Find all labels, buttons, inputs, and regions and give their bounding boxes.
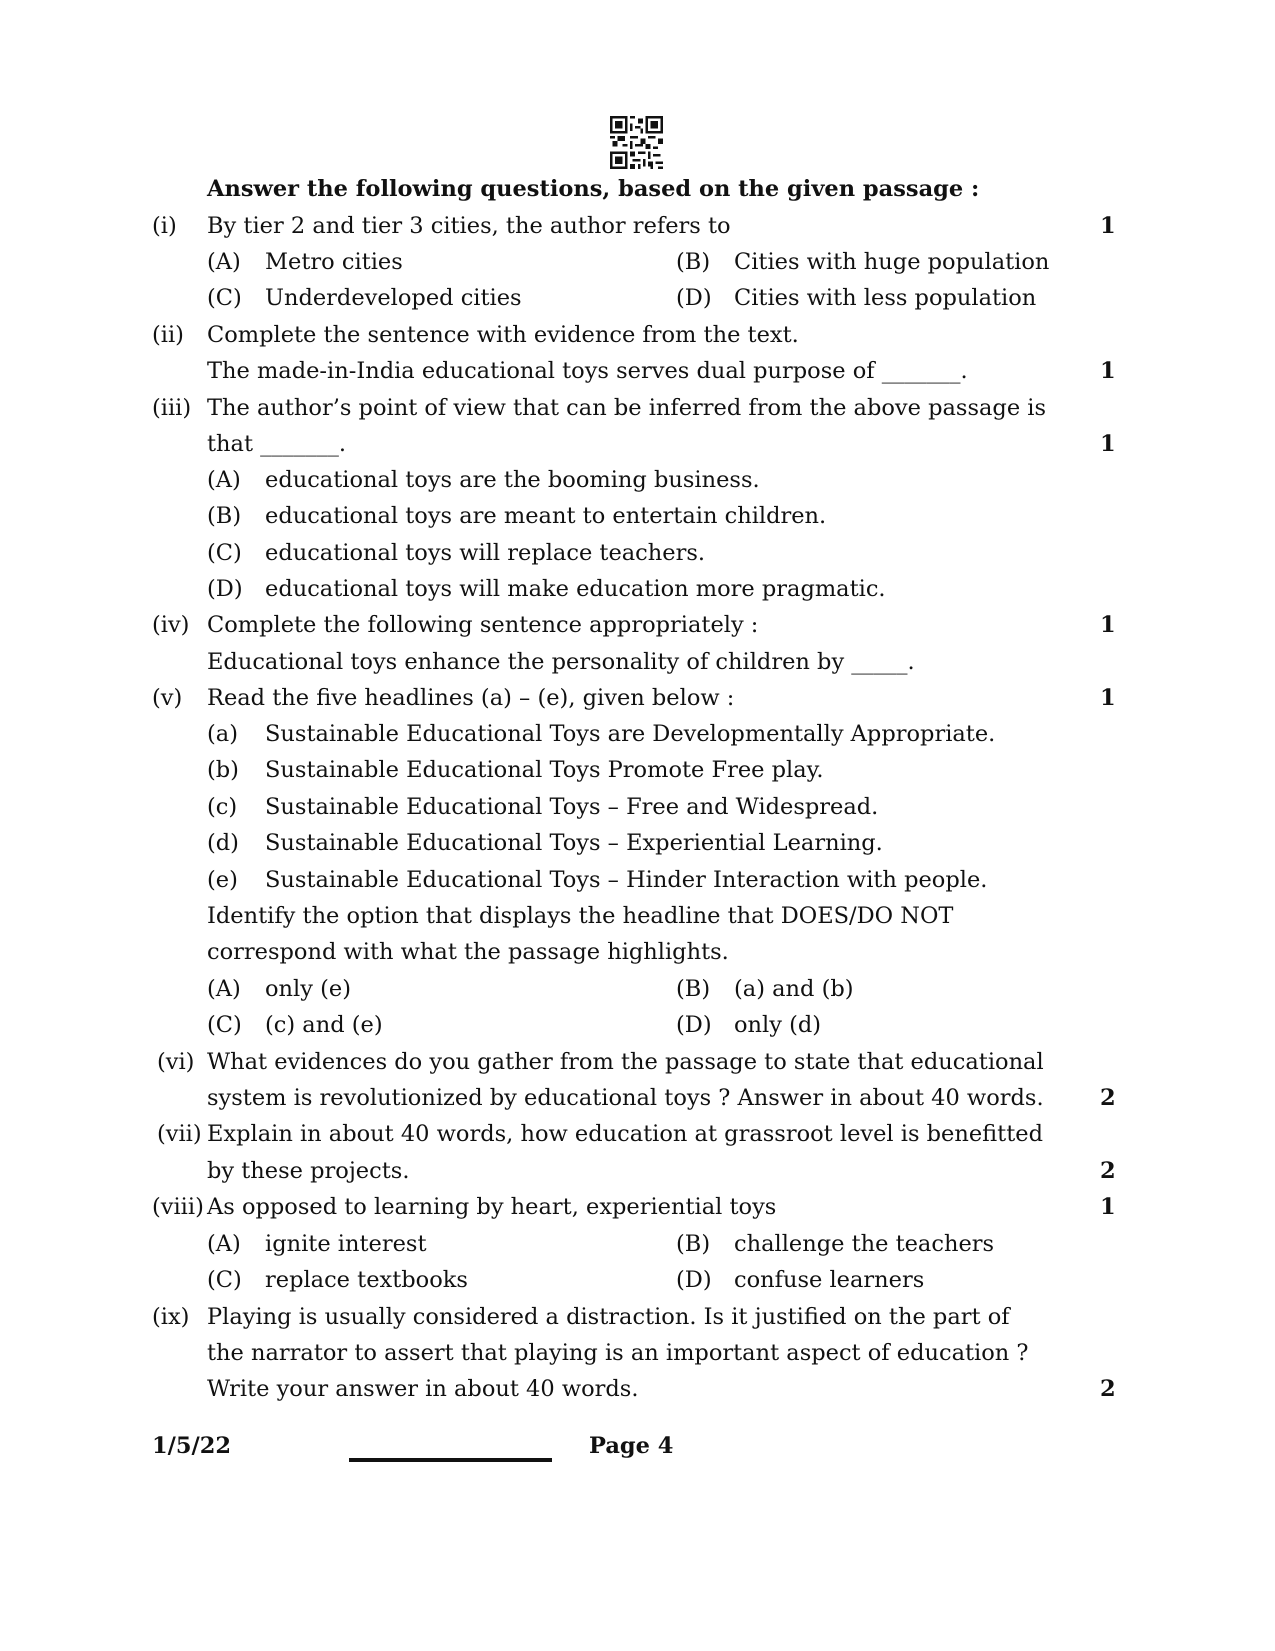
option-label: (A)	[207, 249, 241, 275]
marks: 1	[1100, 213, 1116, 239]
headline-text: Sustainable Educational Toys – Hinder Interaction with people.	[265, 867, 988, 893]
question-number: (v)	[152, 685, 183, 711]
marks: 1	[1100, 685, 1116, 711]
question-number: (ix)	[152, 1304, 190, 1330]
qr-code	[610, 116, 663, 169]
headline-label: (c)	[207, 794, 238, 820]
instruction-text: Identify the option that displays the headline that DOES/DO NOT	[207, 903, 954, 929]
question-text: The made-in-India educational toys serves dual purpose of _______.	[207, 358, 968, 384]
option-label: (C)	[207, 1267, 242, 1293]
option-text: only (d)	[734, 1012, 822, 1038]
question-text: By tier 2 and tier 3 cities, the author refers to	[207, 213, 731, 239]
headline-text: Sustainable Educational Toys Promote Free play.	[265, 757, 824, 783]
question-text: As opposed to learning by heart, experiential toys	[207, 1194, 777, 1220]
question-text: Educational toys enhance the personality of children by _____.	[207, 649, 915, 675]
option-text: educational toys are meant to entertain children.	[265, 503, 827, 529]
question-number: (vii)	[157, 1121, 202, 1147]
option-text: educational toys are the booming business.	[265, 467, 760, 493]
headline-label: (d)	[207, 830, 239, 856]
option-text: (c) and (e)	[265, 1012, 383, 1038]
headline-label: (a)	[207, 721, 238, 747]
marks: 1	[1100, 358, 1116, 384]
question-text: Read the five headlines (a) – (e), given below :	[207, 685, 735, 711]
option-text: Metro cities	[265, 249, 403, 275]
option-label: (B)	[676, 1231, 711, 1257]
marks: 1	[1100, 612, 1116, 638]
footer-divider	[349, 1458, 552, 1462]
option-text: (a) and (b)	[734, 976, 854, 1002]
question-text: Complete the following sentence appropriately :	[207, 612, 759, 638]
section-heading: Answer the following questions, based on the given passage :	[207, 176, 980, 202]
instruction-text: correspond with what the passage highlights.	[207, 939, 729, 965]
option-label: (D)	[676, 1267, 712, 1293]
marks: 2	[1100, 1158, 1116, 1184]
marks: 1	[1100, 431, 1116, 457]
question-text-justified	[207, 394, 1052, 422]
question-text: by these projects.	[207, 1158, 410, 1184]
question-text: the narrator to assert that playing is an important aspect of education ?	[207, 1340, 1029, 1366]
option-text: Cities with less population	[734, 285, 1037, 311]
question-text: The author’s point of view that can be inferred from the above passage is	[207, 395, 1047, 421]
headline-label: (b)	[207, 757, 239, 783]
question-number: (viii)	[152, 1194, 204, 1220]
option-text: educational toys will make education more pragmatic.	[265, 576, 886, 602]
option-text: Cities with huge population	[734, 249, 1050, 275]
question-number: (ii)	[152, 322, 184, 348]
option-label: (A)	[207, 976, 241, 1002]
marks: 2	[1100, 1376, 1116, 1402]
question-text: system is revolutionized by educational toys ? Answer in about 40 words.	[207, 1085, 1044, 1111]
question-text: Write your answer in about 40 words.	[207, 1376, 639, 1402]
option-text: educational toys will replace teachers.	[265, 540, 706, 566]
question-text: that _______.	[207, 431, 347, 457]
option-text: replace textbooks	[265, 1267, 468, 1293]
option-label: (B)	[676, 249, 711, 275]
option-label: (B)	[207, 503, 242, 529]
question-text: What evidences do you gather from the passage to state that educational	[207, 1049, 1044, 1075]
marks: 1	[1100, 1194, 1116, 1220]
option-text: confuse learners	[734, 1267, 925, 1293]
question-number: (iv)	[152, 612, 190, 638]
option-text: Underdeveloped cities	[265, 285, 522, 311]
option-label: (D)	[676, 285, 712, 311]
question-number: (vi)	[157, 1049, 195, 1075]
question-number: (iii)	[152, 395, 192, 421]
headline-label: (e)	[207, 867, 238, 893]
option-text: ignite interest	[265, 1231, 427, 1257]
option-text: challenge the teachers	[734, 1231, 995, 1257]
question-number: (i)	[152, 213, 177, 239]
option-label: (C)	[207, 540, 242, 566]
question-text: Explain in about 40 words, how education at grassroot level is benefitted	[207, 1121, 1043, 1147]
headline-text: Sustainable Educational Toys – Free and Widespread.	[265, 794, 879, 820]
footer-code: 1/5/22	[152, 1433, 232, 1459]
headline-text: Sustainable Educational Toys are Developmentally Appropriate.	[265, 721, 996, 747]
option-label: (D)	[676, 1012, 712, 1038]
option-label: (B)	[676, 976, 711, 1002]
option-label: (C)	[207, 1012, 242, 1038]
question-text: Playing is usually considered a distraction. Is it justified on the part of	[207, 1304, 1010, 1330]
marks: 2	[1100, 1085, 1116, 1111]
headline-text: Sustainable Educational Toys – Experiential Learning.	[265, 830, 883, 856]
option-label: (C)	[207, 285, 242, 311]
page-number: Page 4	[589, 1433, 674, 1459]
question-text: Complete the sentence with evidence from the text.	[207, 322, 799, 348]
option-label: (A)	[207, 467, 241, 493]
option-text: only (e)	[265, 976, 351, 1002]
option-label: (A)	[207, 1231, 241, 1257]
option-label: (D)	[207, 576, 243, 602]
